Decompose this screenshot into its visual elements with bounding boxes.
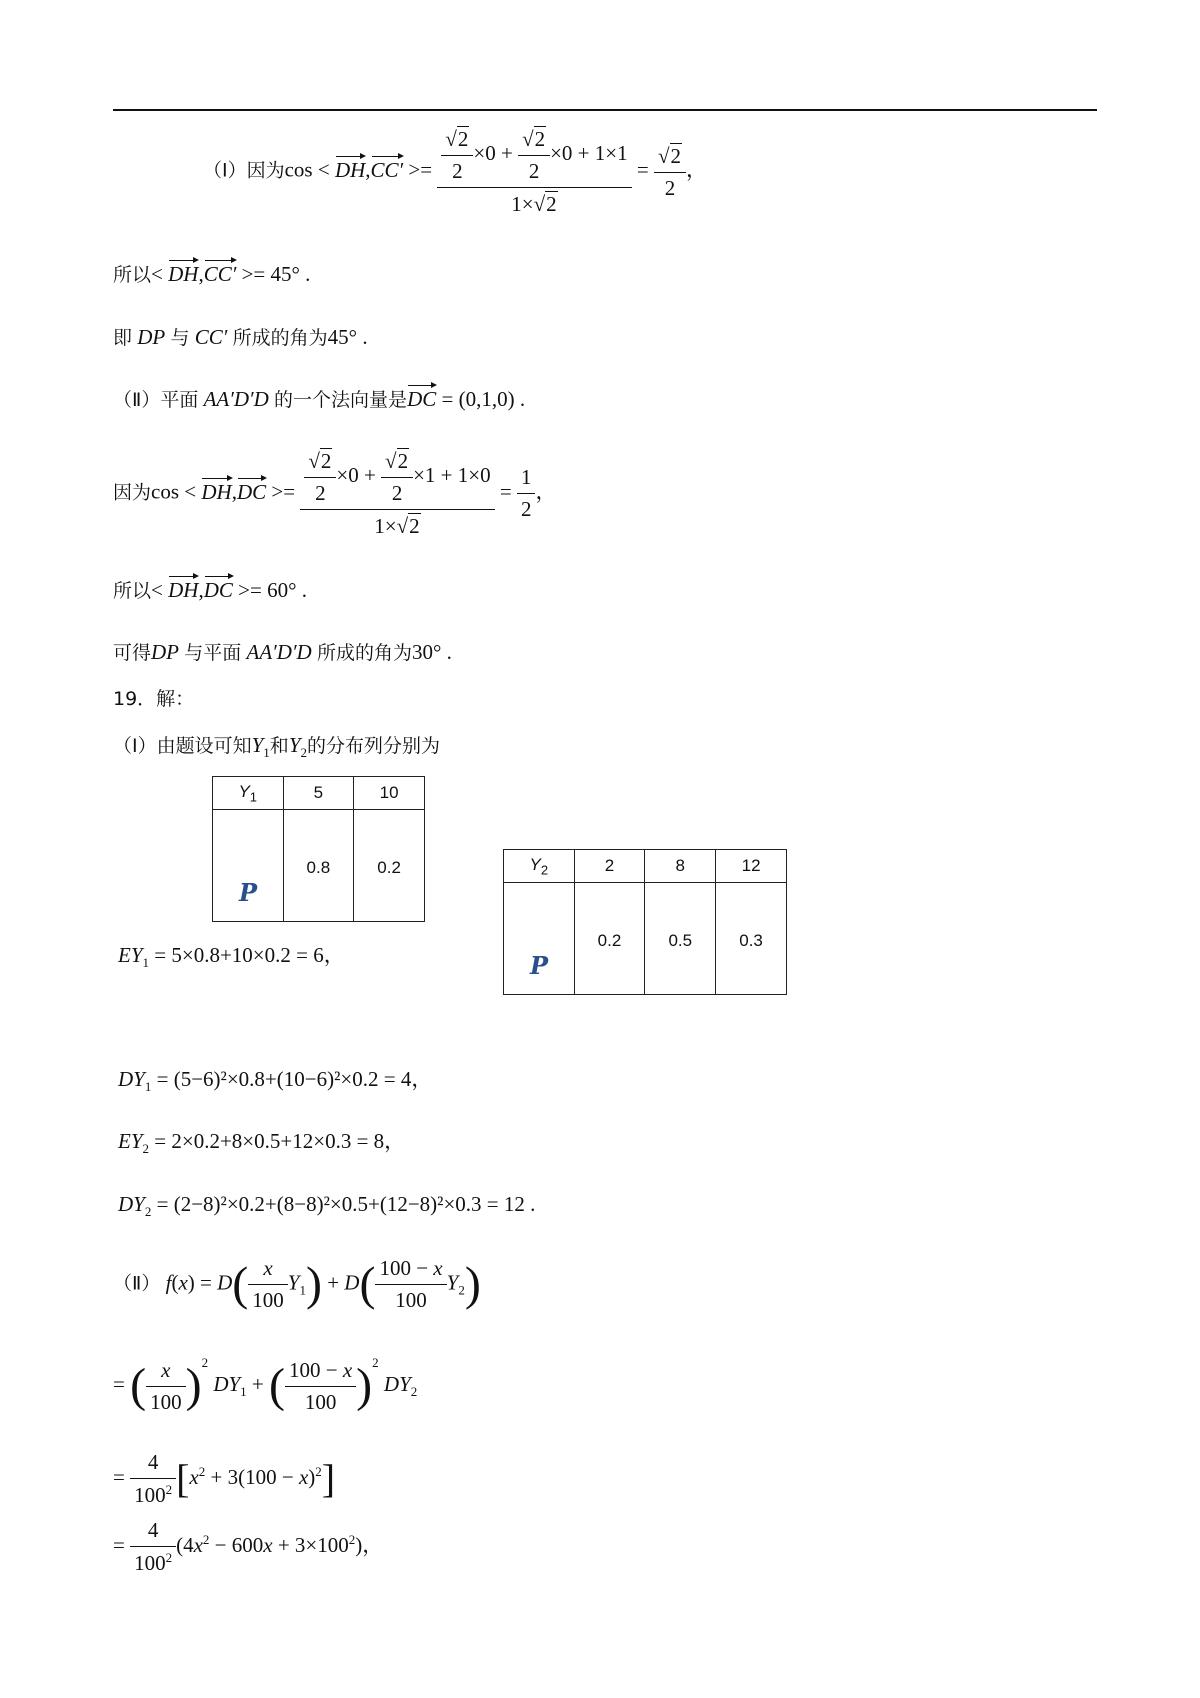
part1-conclusion: 即 DP 与 CC′ 所成的角为45° . bbox=[113, 325, 368, 349]
dy1-equation: $DY_1 = (5-6)^2\times 0.8+(10-6)^2\times 0.2 = 4$， bbox=[118, 1067, 433, 1095]
table1-header-var: $Y_1$ bbox=[213, 777, 284, 810]
table2-prob: 0.2 bbox=[574, 883, 645, 995]
table2-prob: 0.5 bbox=[645, 883, 716, 995]
table1-prob: 0.8 bbox=[283, 810, 354, 922]
q19-part1-intro: （Ⅰ）由题设可知$Y_1$和$Y_2$的分布列分别为 bbox=[113, 733, 441, 761]
table2-header-val: 12 bbox=[716, 850, 787, 883]
q19-heading: 19．解： bbox=[113, 688, 195, 710]
table2-header-var: $Y_2$ bbox=[504, 850, 575, 883]
part2-angle-result: 所以< DH,DC >= 60° . bbox=[113, 578, 307, 602]
fx-definition: （Ⅱ） f(x) = D( $\frac{x}{100}$ $Y_1) + D$( $\frac{100 - x}{100}$ $Y_2$) bbox=[113, 1256, 481, 1313]
part1-angle-result: 所以< DH,CC′ >= 45° . bbox=[113, 262, 311, 286]
table1-header-val: 10 bbox=[354, 777, 425, 810]
y1-distribution-table bbox=[212, 776, 425, 922]
fx-step2: = $\frac{4}{100^2}$ $[x^2 + 3(100 - x)^2]$ bbox=[113, 1450, 336, 1508]
fx-step3: = $\frac{4}{100^2}$ $(4x^2 - 600x + 3\times 100^2)$， bbox=[113, 1518, 384, 1576]
part2-normal-vector: （Ⅱ）平面 AA′D′D 的一个法向量是DC = (0,1,0) . bbox=[113, 387, 526, 411]
ey1-equation: $EY_1 = 5\times 0.8+10\times 0.2 = 6$， bbox=[118, 943, 345, 971]
table1-header-val: 5 bbox=[283, 777, 354, 810]
table2-header-val: 2 bbox=[574, 850, 645, 883]
part2-cos-equation: 因为cos < DH,DC >= $\frac{√2}{2}$ ×0 + $\frac{√2}{2}$ ×1 + 1×0 1×√2 = $\frac{1}{2}$ ， bbox=[113, 449, 557, 539]
part1-cos-equation: （Ⅰ）因为cos < DH,CC′ >= $\frac{√2}{2}$ ×0 + $\frac{√2}{2}$ ×0 + 1×1 1×√2 = $\frac{√2}{2}$ ， bbox=[203, 127, 707, 217]
fx-step1: = ( $\frac{x}{100}$ )$^2$ $DY_1$ + ( $\frac{100 - x}{100}$ )$^2$ $DY_2$ bbox=[113, 1355, 418, 1414]
table1-p-label: P bbox=[213, 810, 284, 922]
ey2-equation: $EY_2 = 2\times 0.2+8\times 0.5+12\times 0.3 = 8$， bbox=[118, 1129, 406, 1157]
table2-p-label: P bbox=[504, 883, 575, 995]
dy2-equation: $DY_2 = (2-8)^2\times 0.2+(8-8)^2\times 0.5+(12-8)^2\times 0.3 = 12$ . bbox=[118, 1192, 536, 1220]
table2-header-val: 8 bbox=[645, 850, 716, 883]
part2-conclusion: 可得DP 与平面 AA′D′D 所成的角为30° . bbox=[113, 640, 452, 664]
table2-prob: 0.3 bbox=[716, 883, 787, 995]
table1-prob: 0.2 bbox=[354, 810, 425, 922]
header-rule bbox=[113, 109, 1097, 111]
y2-distribution-table bbox=[503, 849, 787, 995]
